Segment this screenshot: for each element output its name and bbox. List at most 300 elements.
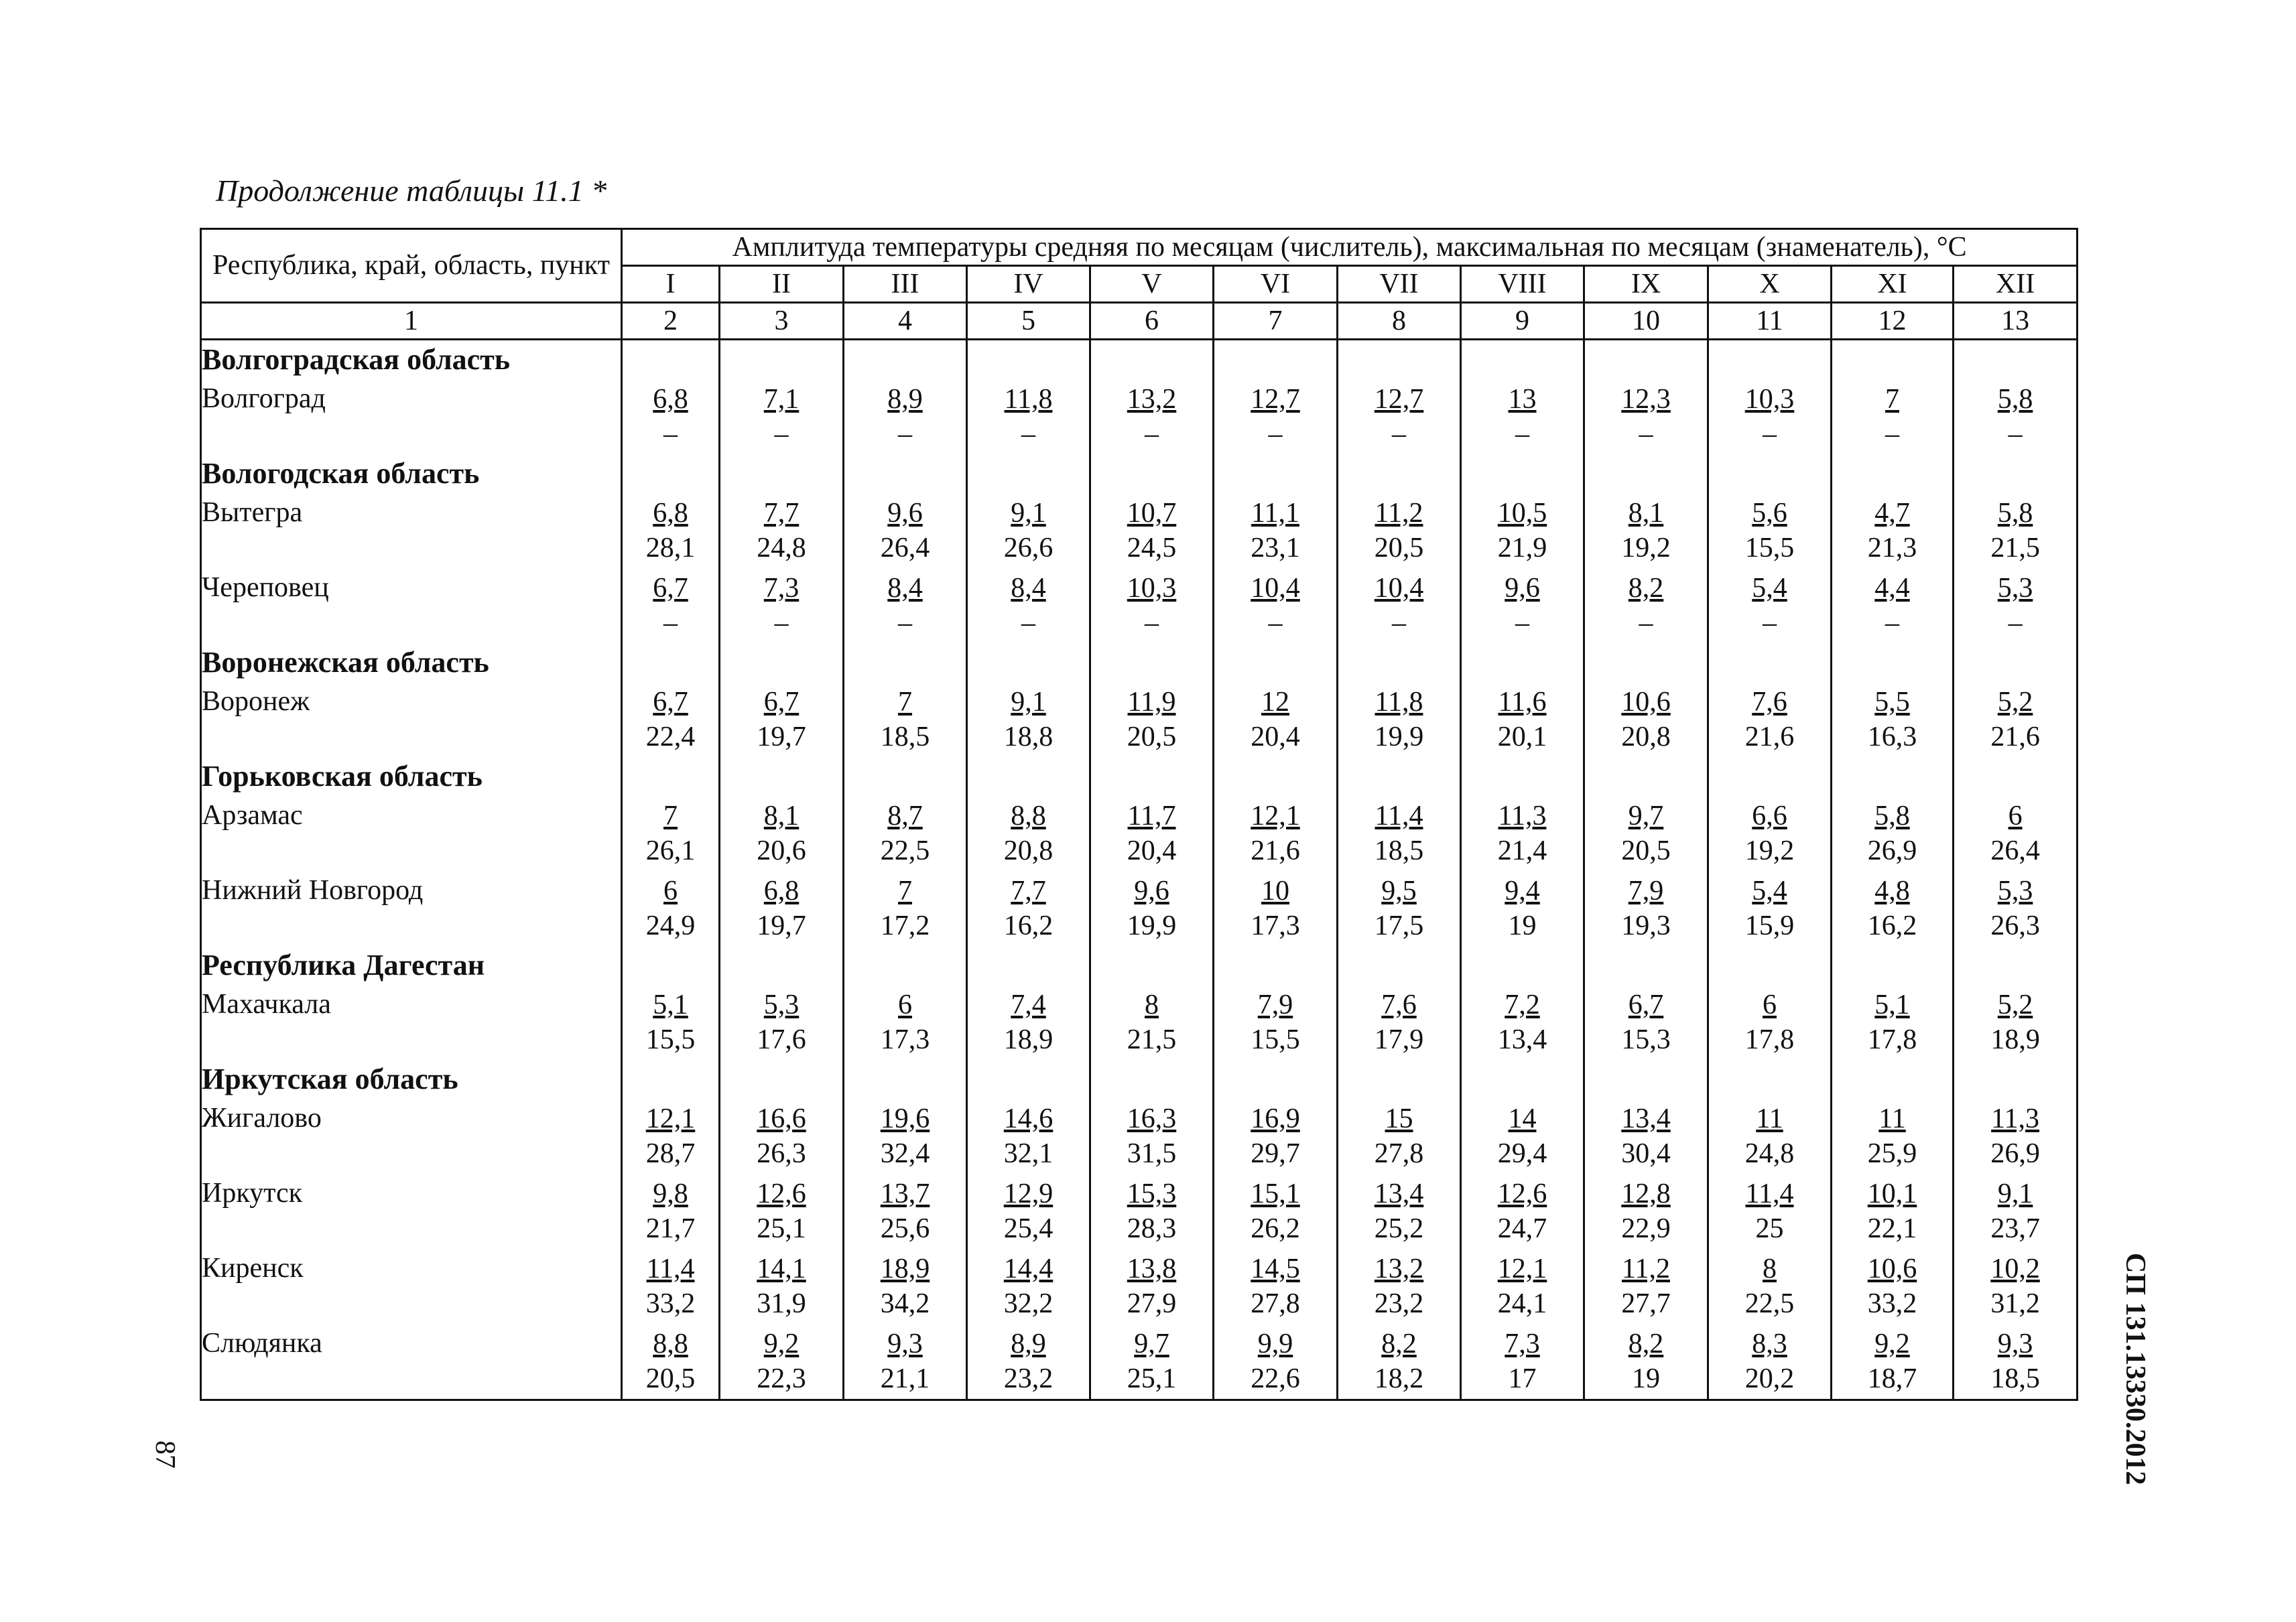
mean-amplitude: 4,8 [1874,876,1910,906]
value-cell [844,1174,967,1249]
mean-amplitude: 10,7 [1127,498,1177,529]
max-amplitude: 23,2 [1374,1288,1424,1319]
max-amplitude: 17,3 [880,1024,930,1055]
value-cell [1708,682,1832,757]
empty-cell [1338,946,1461,985]
value-cell [1954,493,2078,568]
city-name: Арзамас [202,800,303,831]
max-amplitude: 26,3 [1990,910,2040,941]
value-cell [1584,568,1708,643]
value-cell [1338,985,1461,1060]
city-row [201,796,2078,871]
mean-amplitude: 12,1 [1251,801,1300,831]
max-amplitude: 19 [1508,910,1537,941]
value-cell [622,871,720,946]
region-name: Вологодская область [202,457,480,490]
empty-cell [1708,946,1832,985]
mean-amplitude: 12,6 [757,1178,806,1209]
value-cell [1214,1324,1338,1400]
region-name-cell [201,946,622,985]
mean-amplitude: 16,6 [757,1103,806,1134]
empty-cell [844,946,967,985]
header-month-3: III [844,266,967,303]
region-name: Воронежская область [202,646,489,679]
value-cell [1214,682,1338,757]
max-amplitude: – [1392,608,1406,638]
mean-amplitude: 7 [898,876,912,906]
value-cell [844,682,967,757]
value-cell [720,871,844,946]
value-cell [1584,1174,1708,1249]
mean-amplitude: 10,4 [1374,573,1424,604]
max-amplitude: 20,1 [1497,722,1547,752]
mean-amplitude: 5,2 [1997,990,2033,1020]
value-cell [1214,985,1338,1060]
city-name-cell [201,1099,622,1174]
value-cell [720,1099,844,1174]
empty-cell [1954,454,2078,493]
empty-cell [1584,454,1708,493]
mean-amplitude: 6,7 [1628,990,1664,1020]
max-amplitude: 22,6 [1251,1363,1300,1394]
max-amplitude: – [1021,608,1035,638]
value-cell [1214,1249,1338,1324]
max-amplitude: 22,3 [757,1363,806,1394]
value-cell [1338,379,1461,454]
value-cell [1954,379,2078,454]
max-amplitude: 19,9 [1127,910,1177,941]
mean-amplitude: 9,3 [1997,1329,2033,1359]
column-index-10: 10 [1584,303,1708,340]
value-cell [844,871,967,946]
value-cell [844,493,967,568]
document-code [2120,1253,2151,1561]
max-amplitude: 21,6 [1990,722,2040,752]
city-name-cell [201,682,622,757]
max-amplitude: 24,1 [1497,1288,1547,1319]
empty-cell [967,643,1090,682]
header-month-12: XII [1954,266,2078,303]
mean-amplitude: 11,8 [1004,384,1053,415]
max-amplitude: 17,8 [1867,1024,1917,1055]
mean-amplitude: 11,6 [1498,687,1547,718]
mean-amplitude: 5,4 [1752,573,1787,604]
empty-cell [1708,757,1832,796]
empty-cell [967,1060,1090,1099]
value-cell [1214,379,1338,454]
max-amplitude: – [1515,419,1529,450]
header-region-column: Республика, край, область, пункт [201,229,622,303]
max-amplitude: 33,2 [1867,1288,1917,1319]
city-name: Вытегра [202,497,303,528]
mean-amplitude: 7,7 [1011,876,1046,906]
city-row [201,1249,2078,1324]
empty-cell [1214,757,1338,796]
mean-amplitude: 11 [1756,1103,1783,1134]
max-amplitude: 31,5 [1127,1138,1177,1169]
max-amplitude: 20,5 [1374,533,1424,563]
mean-amplitude: 9,8 [653,1178,688,1209]
value-cell [844,985,967,1060]
mean-amplitude: 5,8 [1997,384,2033,415]
value-cell [967,568,1090,643]
max-amplitude: 15,5 [645,1024,696,1055]
region-name: Горьковская область [202,760,483,793]
mean-amplitude: 6,7 [763,687,800,718]
max-amplitude: 19 [1632,1363,1660,1394]
max-amplitude: 26,9 [1867,835,1917,866]
value-cell [622,682,720,757]
empty-cell [967,454,1090,493]
empty-cell [967,340,1090,380]
empty-cell [1461,946,1584,985]
mean-amplitude: 8 [1145,990,1159,1020]
mean-amplitude: 11,1 [1251,498,1299,529]
value-cell [967,1249,1090,1324]
city-name: Жигалово [202,1103,322,1134]
max-amplitude: 18,9 [1003,1024,1054,1055]
empty-cell [622,757,720,796]
value-cell [1832,1174,1954,1249]
mean-amplitude: 7,7 [763,498,800,529]
max-amplitude: 30,4 [1621,1138,1671,1169]
max-amplitude: 28,1 [645,533,696,563]
column-index-1: 1 [201,303,622,340]
region-row [201,757,2078,796]
empty-cell [1214,454,1338,493]
max-amplitude: 21,6 [1251,835,1300,866]
value-cell [1461,1099,1584,1174]
mean-amplitude: 11,2 [1622,1254,1670,1284]
mean-amplitude: 11,4 [646,1254,695,1284]
value-cell [1090,985,1214,1060]
mean-amplitude: 10,3 [1127,573,1177,604]
value-cell [1584,493,1708,568]
max-amplitude: – [1392,419,1406,450]
mean-amplitude: 9,6 [1505,573,1540,604]
max-amplitude: 25,2 [1374,1213,1424,1244]
value-cell [622,493,720,568]
max-amplitude: 20,5 [1127,722,1177,752]
empty-cell [622,454,720,493]
value-cell [720,1174,844,1249]
value-cell [1338,1099,1461,1174]
empty-cell [1954,946,2078,985]
max-amplitude: 26,2 [1251,1213,1300,1244]
max-amplitude: 23,1 [1251,533,1300,563]
max-amplitude: 16,3 [1867,722,1917,752]
empty-cell [1832,643,1954,682]
max-amplitude: 22,9 [1621,1213,1671,1244]
mean-amplitude: 18,9 [880,1254,930,1284]
max-amplitude: 20,8 [1621,722,1671,752]
header-month-2: II [720,266,844,303]
mean-amplitude: 8,4 [1011,573,1046,604]
city-name: Киренск [202,1253,304,1284]
value-cell [1708,985,1832,1060]
max-amplitude: 18,7 [1867,1363,1917,1394]
max-amplitude: 20,5 [645,1363,696,1394]
mean-amplitude: 12,7 [1374,384,1424,415]
max-amplitude: 13,4 [1497,1024,1547,1055]
mean-amplitude: 9,1 [1011,687,1046,718]
mean-amplitude: 9,1 [1997,1178,2033,1209]
mean-amplitude: 8,1 [763,801,800,831]
empty-cell [1214,340,1338,380]
empty-cell [1461,454,1584,493]
max-amplitude: 21,5 [1990,533,2040,563]
value-cell [1090,493,1214,568]
mean-amplitude: 8 [1763,1254,1777,1284]
column-index-9: 9 [1461,303,1584,340]
value-cell [1832,871,1954,946]
header-amplitude-title: Амплитуда температуры средняя по месяцам (числитель), максимальная по месяцам (знаменатель), °С [622,229,2078,266]
mean-amplitude: 7,9 [1257,990,1293,1020]
value-cell [622,1099,720,1174]
document-code-text: СП 131.13330.2012 [2120,1253,2151,1485]
max-amplitude: – [663,608,678,638]
mean-amplitude: 8,4 [887,573,923,604]
max-amplitude: 22,5 [880,835,930,866]
value-cell [1584,871,1708,946]
climate-table-wrapper [200,228,2076,1401]
value-cell [1090,871,1214,946]
mean-amplitude: 8,3 [1752,1329,1787,1359]
mean-amplitude: 9,5 [1381,876,1417,906]
city-row [201,871,2078,946]
mean-amplitude: 14,5 [1251,1254,1300,1284]
max-amplitude: 28,7 [645,1138,696,1169]
value-cell [1338,796,1461,871]
max-amplitude: 20,4 [1127,835,1177,866]
empty-cell [1214,643,1338,682]
value-cell [622,1249,720,1324]
max-amplitude: 32,4 [880,1138,930,1169]
empty-cell [1338,757,1461,796]
max-amplitude: – [1763,419,1777,450]
value-cell [1832,796,1954,871]
max-amplitude: 26,1 [645,835,696,866]
city-name-cell [201,1249,622,1324]
mean-amplitude: 8,2 [1381,1329,1417,1359]
region-name-cell [201,340,622,380]
max-amplitude: 24,7 [1497,1213,1547,1244]
max-amplitude: 26,4 [1990,835,2040,866]
mean-amplitude: 6 [1763,990,1777,1020]
value-cell [1461,682,1584,757]
region-row [201,340,2078,380]
value-cell [844,1249,967,1324]
empty-cell [1461,1060,1584,1099]
value-cell [1090,1099,1214,1174]
empty-cell [1832,454,1954,493]
empty-cell [720,1060,844,1099]
city-name-cell [201,796,622,871]
mean-amplitude: 7 [898,687,912,718]
mean-amplitude: 12,8 [1621,1178,1671,1209]
mean-amplitude: 5,3 [1997,573,2033,604]
mean-amplitude: 12,3 [1621,384,1671,415]
max-amplitude: 20,2 [1744,1363,1795,1394]
max-amplitude: 15,5 [1251,1024,1300,1055]
max-amplitude: 22,1 [1867,1213,1917,1244]
max-amplitude: 19,7 [757,910,806,941]
max-amplitude: 21,1 [880,1363,930,1394]
mean-amplitude: 13,4 [1374,1178,1424,1209]
value-cell [622,568,720,643]
value-cell [1090,796,1214,871]
mean-amplitude: 12,9 [1003,1178,1054,1209]
empty-cell [1832,757,1954,796]
max-amplitude: 17,2 [880,910,930,941]
mean-amplitude: 13,4 [1621,1103,1671,1134]
max-amplitude: 33,2 [645,1288,696,1319]
mean-amplitude: 11,2 [1375,498,1423,529]
value-cell [844,379,967,454]
value-cell [1214,493,1338,568]
region-row [201,946,2078,985]
mean-amplitude: 12,7 [1251,384,1300,415]
mean-amplitude: 7,1 [763,384,800,415]
mean-amplitude: 7,9 [1628,876,1664,906]
mean-amplitude: 10,3 [1744,384,1795,415]
mean-amplitude: 11,8 [1375,687,1423,718]
empty-cell [1338,1060,1461,1099]
mean-amplitude: 7,4 [1011,990,1046,1020]
value-cell [1214,1174,1338,1249]
mean-amplitude: 8,8 [1011,801,1046,831]
value-cell [1832,568,1954,643]
mean-amplitude: 8,2 [1628,1329,1664,1359]
value-cell [967,985,1090,1060]
empty-cell [1954,643,2078,682]
value-cell [1708,796,1832,871]
max-amplitude: – [2008,608,2023,638]
max-amplitude: 17,6 [757,1024,806,1055]
value-cell [967,682,1090,757]
mean-amplitude: 11,3 [1498,801,1547,831]
mean-amplitude: 7 [1885,384,1899,415]
value-cell [967,379,1090,454]
max-amplitude: – [1145,419,1159,450]
empty-cell [1584,946,1708,985]
mean-amplitude: 14,4 [1003,1254,1054,1284]
value-cell [1338,568,1461,643]
mean-amplitude: 13,2 [1374,1254,1424,1284]
empty-cell [1954,1060,2078,1099]
empty-cell [622,1060,720,1099]
max-amplitude: 24,8 [1744,1138,1795,1169]
mean-amplitude: 9,4 [1505,876,1540,906]
value-cell [1338,871,1461,946]
region-name: Волгоградская область [202,343,511,376]
value-cell [1708,1174,1832,1249]
empty-cell [720,454,844,493]
empty-cell [1954,340,2078,380]
empty-cell [1832,946,1954,985]
mean-amplitude: 12,1 [1497,1254,1547,1284]
mean-amplitude: 16,3 [1127,1103,1177,1134]
value-cell [844,796,967,871]
column-index-6: 6 [1090,303,1214,340]
value-cell [1832,379,1954,454]
mean-amplitude: 10,5 [1497,498,1547,529]
value-cell [1832,493,1954,568]
value-cell [622,1174,720,1249]
mean-amplitude: 10,1 [1867,1178,1917,1209]
value-cell [1584,1249,1708,1324]
max-amplitude: 26,4 [880,533,930,563]
mean-amplitude: 5,3 [763,990,800,1020]
value-cell [1954,568,2078,643]
max-amplitude: 15,3 [1621,1024,1671,1055]
value-cell [1461,568,1584,643]
empty-cell [1584,1060,1708,1099]
city-row [201,1174,2078,1249]
mean-amplitude: 15,3 [1127,1178,1177,1209]
mean-amplitude: 5,4 [1752,876,1787,906]
mean-amplitude: 5,6 [1752,498,1787,529]
header-index-row [201,303,2078,340]
value-cell [720,985,844,1060]
header-month-6: VI [1214,266,1338,303]
mean-amplitude: 13,2 [1127,384,1177,415]
max-amplitude: 23,7 [1990,1213,2040,1244]
empty-cell [1090,1060,1214,1099]
mean-amplitude: 5,8 [1874,801,1910,831]
mean-amplitude: 5,1 [1874,990,1910,1020]
value-cell [720,493,844,568]
max-amplitude: 34,2 [880,1288,930,1319]
mean-amplitude: 9,1 [1011,498,1046,529]
max-amplitude: 19,9 [1374,722,1424,752]
mean-amplitude: 5,1 [653,990,688,1020]
max-amplitude: 20,4 [1251,722,1300,752]
value-cell [844,1099,967,1174]
city-name-cell [201,1174,622,1249]
city-name-cell [201,1324,622,1400]
mean-amplitude: 12,1 [645,1103,696,1134]
max-amplitude: 23,2 [1003,1363,1054,1394]
max-amplitude: 29,7 [1251,1138,1300,1169]
mean-amplitude: 6,8 [653,498,688,529]
max-amplitude: 25 [1755,1213,1784,1244]
empty-cell [844,454,967,493]
max-amplitude: 27,8 [1374,1138,1424,1169]
city-row [201,985,2078,1060]
mean-amplitude: 13,8 [1127,1254,1177,1284]
mean-amplitude: 9,9 [1257,1329,1293,1359]
value-cell [1584,379,1708,454]
empty-cell [1832,1060,1954,1099]
column-index-13: 13 [1954,303,2078,340]
value-cell [1461,1174,1584,1249]
max-amplitude: 27,9 [1127,1288,1177,1319]
mean-amplitude: 15,1 [1251,1178,1300,1209]
mean-amplitude: 7,2 [1505,990,1540,1020]
city-row [201,379,2078,454]
value-cell [1708,493,1832,568]
empty-cell [1338,454,1461,493]
value-cell [720,682,844,757]
value-cell [622,1324,720,1400]
value-cell [967,796,1090,871]
max-amplitude: 32,2 [1003,1288,1054,1319]
value-cell [844,1324,967,1400]
mean-amplitude: 6,8 [653,384,688,415]
mean-amplitude: 10,4 [1251,573,1300,604]
max-amplitude: 19,2 [1744,835,1795,866]
